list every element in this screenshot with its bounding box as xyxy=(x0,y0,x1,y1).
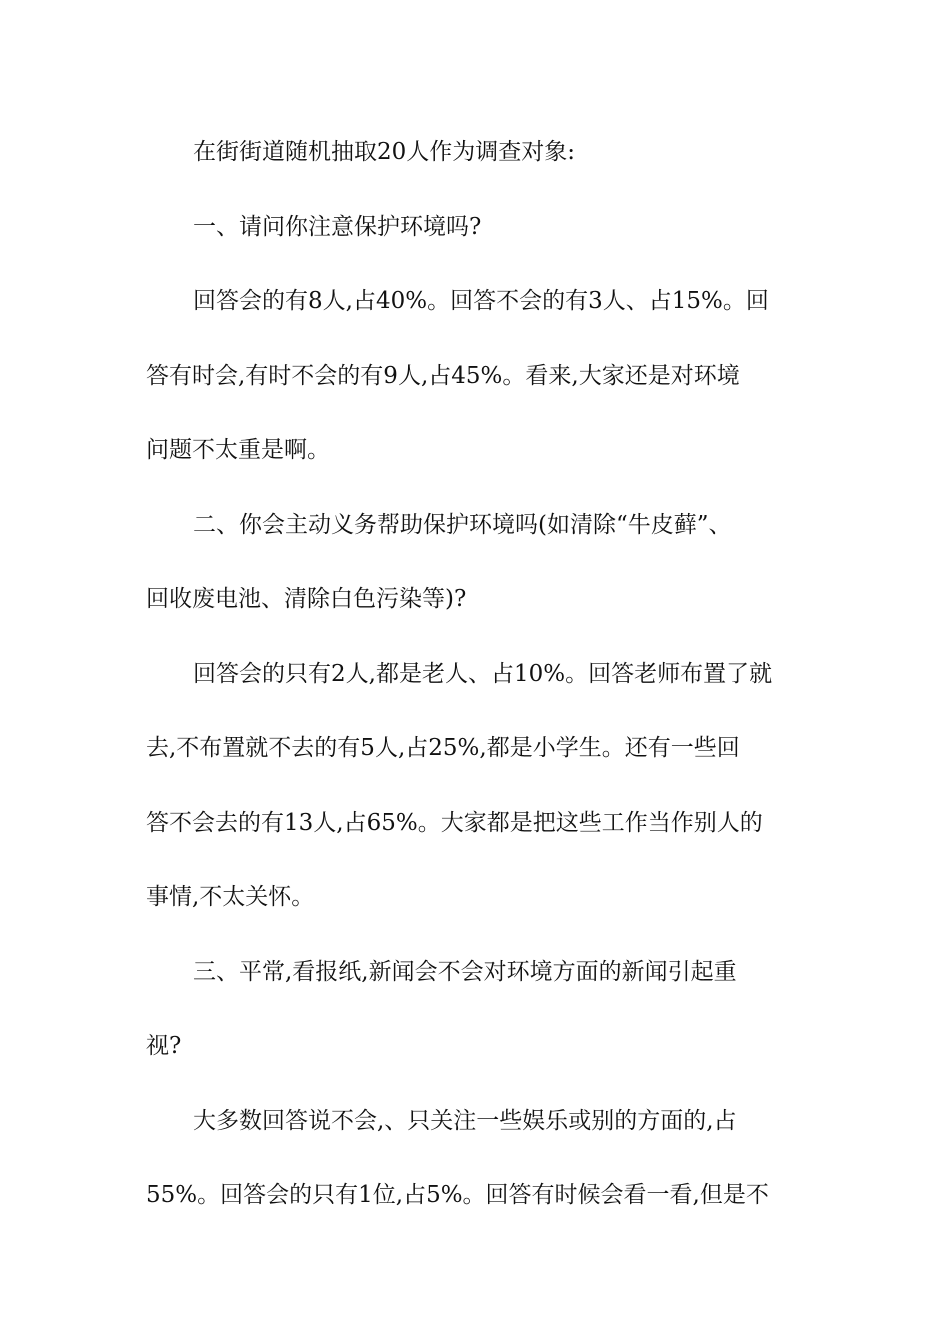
text-line-answer-1b: 答有时会,有时不会的有9人,占45%。看来,大家还是对环境 xyxy=(146,363,740,389)
text-line-answer-1a: 回答会的有8人,占40%。回答不会的有3人、占15%。回 xyxy=(193,288,769,314)
text-line-answer-2a: 回答会的只有2人,都是老人、占10%。回答老师布置了就 xyxy=(193,661,773,687)
text-line-question-3a: 三、平常,看报纸,新闻会不会对环境方面的新闻引起重 xyxy=(193,959,737,985)
text-line-answer-2d: 事情,不太关怀。 xyxy=(146,884,315,910)
text-line-answer-1c: 问题不太重是啊。 xyxy=(146,437,330,463)
text-line-answer-3a: 大多数回答说不会,、只关注一些娱乐或别的方面的,占 xyxy=(193,1108,737,1134)
text-line-question-1: 一、请问你注意保护环境吗? xyxy=(193,214,482,240)
text-line-survey-intro: 在街街道随机抽取20人作为调查对象: xyxy=(193,139,576,165)
text-line-question-2b: 回收废电池、清除白色污染等)? xyxy=(146,586,467,612)
text-line-answer-3b: 55%。回答会的只有1位,占5%。回答有时候会看一看,但是不 xyxy=(146,1182,769,1208)
text-line-answer-2b: 去,不布置就不去的有5人,占25%,都是小学生。还有一些回 xyxy=(146,735,740,761)
text-line-question-3b: 视? xyxy=(146,1033,182,1059)
text-line-answer-2c: 答不会去的有13人,占65%。大家都是把这些工作当作别人的 xyxy=(146,810,763,836)
text-line-question-2a: 二、你会主动义务帮助保护环境吗(如清除“牛皮藓”、 xyxy=(193,512,732,538)
